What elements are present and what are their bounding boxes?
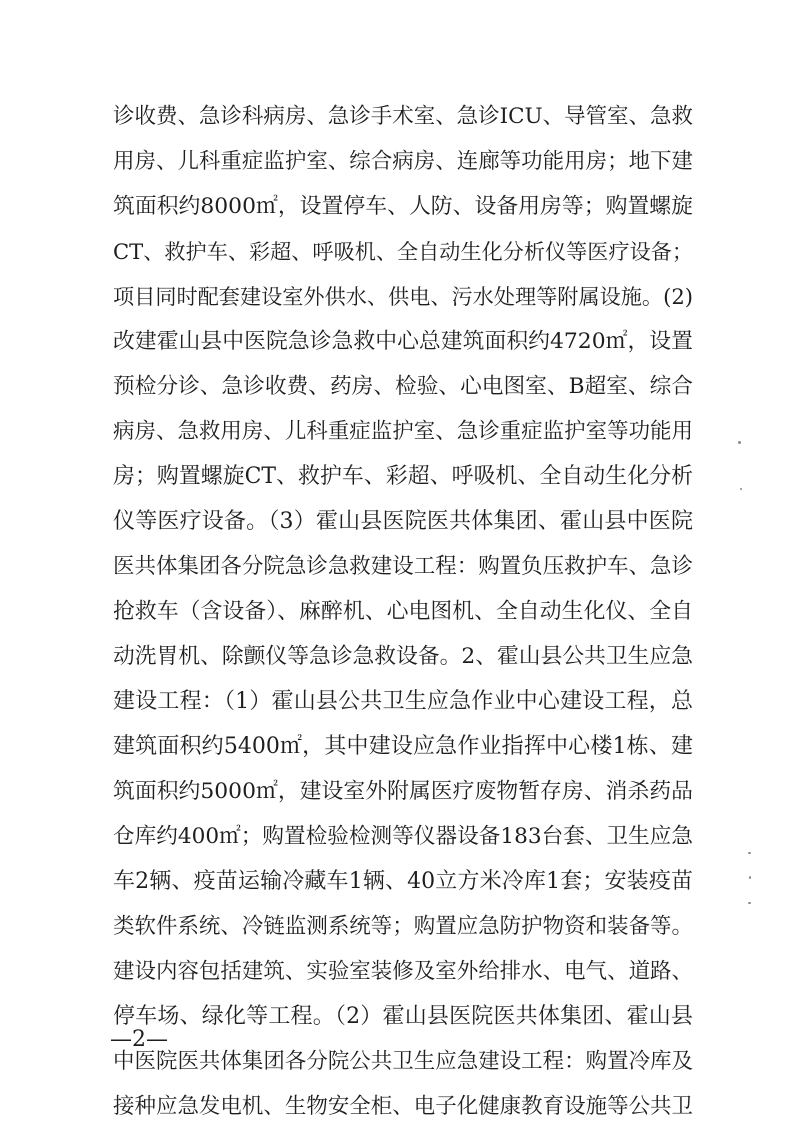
text-line: 建筑面积约5400㎡，其中建设应急作业指挥中心楼1栋、建: [113, 734, 693, 759]
body-text: [113, 94, 693, 1125]
scan-speck: [749, 876, 751, 879]
text-line: CT、救护车、彩超、呼吸机、全自动生化分析仪等医疗设备；: [113, 239, 693, 264]
text-line: 病房、急救用房、儿科重症监护室、急诊重症监护室等功能用: [113, 419, 693, 444]
text-line: 诊收费、急诊科病房、急诊手术室、急诊ICU、导管室、急救: [113, 104, 693, 129]
text-line: 抢救车（含设备）、麻醉机、心电图机、全自动生化仪、全自: [113, 599, 693, 624]
text-line: 接种应急发电机、生物安全柜、电子化健康教育设施等公共卫: [113, 1094, 693, 1119]
text-line: 医共体集团各分院急诊急救建设工程：购置负压救护车、急诊: [113, 554, 693, 579]
text-line: 动洗胃机、除颤仪等急诊急救设备。2、霍山县公共卫生应急: [113, 644, 693, 669]
text-line: 车2辆、疫苗运输冷藏车1辆、40立方米冷库1套；安装疫苗: [113, 869, 693, 894]
text-line: 改建霍山县中医院急诊急救中心总建筑面积约4720㎡，设置: [113, 329, 693, 354]
page-number: —2—: [110, 1027, 168, 1052]
text-line: 建设工程：（1）霍山县公共卫生应急作业中心建设工程，总: [113, 689, 693, 714]
scan-speck: [740, 488, 742, 490]
text-line: 仓库约400㎡；购置检验检测等仪器设备183台套、卫生应急: [113, 824, 693, 849]
text-line: 筑面积约8000㎡，设置停车、人防、设备用房等；购置螺旋: [113, 194, 693, 219]
text-line: 用房、儿科重症监护室、综合病房、连廊等功能用房；地下建: [113, 149, 693, 174]
scan-speck: [738, 441, 741, 444]
text-line: 仪等医疗设备。（3）霍山县医院医共体集团、霍山县中医院: [113, 509, 693, 534]
text-line: 预检分诊、急诊收费、药房、检验、心电图室、B超室、综合: [113, 374, 693, 399]
text-line: 房；购置螺旋CT、救护车、彩超、呼吸机、全自动生化分析: [113, 464, 693, 489]
text-line: 筑面积约5000㎡，建设室外附属医疗废物暂存房、消杀药品: [113, 779, 693, 804]
text-line: 类软件系统、冷链监测系统等；购置应急防护物资和装备等。: [113, 914, 693, 939]
text-line: 项目同时配套建设室外供水、供电、污水处理等附属设施。(2): [113, 284, 694, 309]
scan-speck: [748, 852, 751, 854]
text-line: 停车场、绿化等工程。（2）霍山县医院医共体集团、霍山县: [113, 1004, 693, 1029]
scan-speck: [748, 902, 751, 904]
text-line: 建设内容包括建筑、实验室装修及室外给排水、电气、道路、: [113, 959, 693, 984]
text-line: 中医院医共体集团各分院公共卫生应急建设工程：购置冷库及: [113, 1049, 693, 1074]
